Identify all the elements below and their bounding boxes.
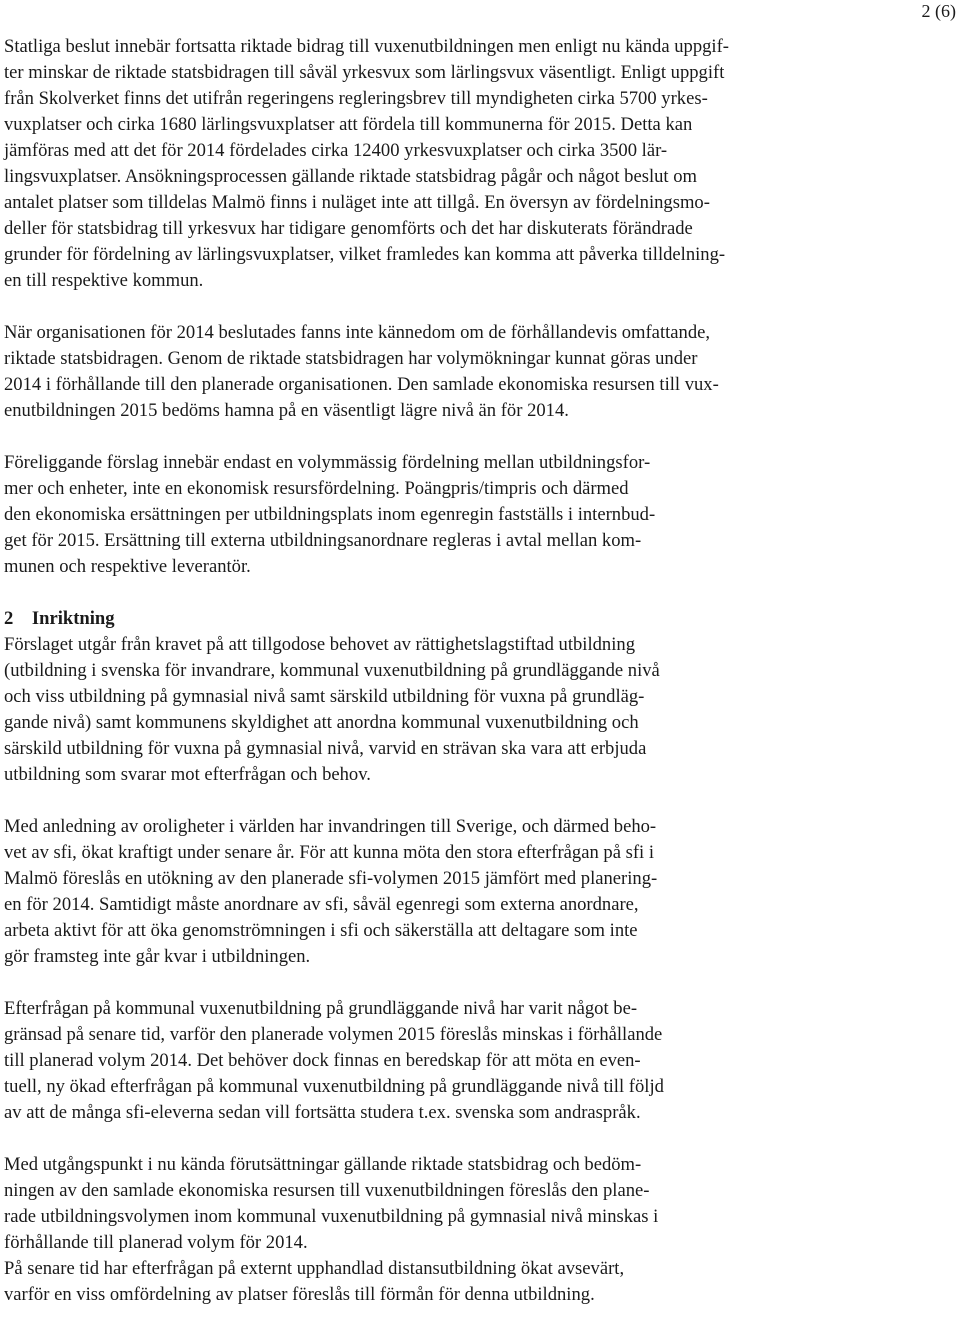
text-line: till planerad volym 2014. Det behöver dock finnas en beredskap för att möta en even-	[4, 1050, 641, 1071]
text-line: ter minskar de riktade statsbidragen till såväl yrkesvux som lärlingsvux väsentligt. Enligt uppgift	[4, 62, 725, 83]
text-line: Med utgångspunkt i nu kända förutsättningar gällande riktade statsbidrag och bedöm-	[4, 1154, 642, 1175]
paragraph-grundlaggande	[4, 996, 934, 1126]
text-line: särskild utbildning för vuxna på gymnasial nivå, varvid en strävan ska vara att erbjuda	[4, 738, 647, 759]
text-line: 2014 i förhållande till den planerade organisationen. Den samlade ekonomiska resursen till vux-	[4, 374, 719, 395]
text-line: och viss utbildning på gymnasial nivå samt särskild utbildning för vuxna på grundläg-	[4, 686, 645, 707]
text-line: tuell, ny ökad efterfrågan på kommunal vuxenutbildning på grundläggande nivå till följd	[4, 1076, 664, 1097]
text-line: När organisationen för 2014 beslutades fanns inte kännedom om de förhållandevis omfattande,	[4, 322, 711, 343]
text-line: utbildning som svarar mot efterfrågan och behov.	[4, 764, 371, 785]
text-line: grunder för fördelning av lärlingsvuxplatser, vilket framledes kan komma att påverka tilldelning-	[4, 244, 726, 265]
paragraph-sfi	[4, 814, 934, 970]
paragraph-forslag	[4, 450, 934, 580]
section-title: Inriktning	[31, 608, 115, 629]
text-line: från Skolverket finns det utifrån regeringens regleringsbrev till myndigheten cirka 5700 yrkes-	[4, 88, 708, 109]
text-line: vuxplatser och cirka 1680 lärlingsvuxplatser att fördela till kommunerna för 2015. Detta kan	[4, 114, 693, 135]
text-line: Förslaget utgår från kravet på att tillgodose behovet av rättighetslagstiftad utbildning	[4, 634, 635, 655]
text-line: arbeta aktivt för att öka genomströmningen i sfi och säkerställa att deltagare som inte	[4, 920, 638, 941]
text-line: munen och respektive leverantör.	[4, 556, 251, 577]
text-line: mer och enheter, inte en ekonomisk resursfördelning. Poängpris/timpris och därmed	[4, 478, 629, 499]
section-heading	[4, 606, 934, 632]
text-line: riktade statsbidragen. Genom de riktade statsbidragen har volymökningar kunnat göras under	[4, 348, 698, 369]
text-line: get för 2015. Ersättning till externa utbildningsanordnare regleras i avtal mellan kom-	[4, 530, 642, 551]
text-line: varför en viss omfördelning av platser föreslås till förmån för denna utbildning.	[4, 1284, 595, 1305]
text-line: lingsvuxplatser. Ansökningsprocessen gällande riktade statsbidrag pågår och något beslut om	[4, 166, 697, 187]
text-line: deller för statsbidrag till yrkesvux har tidigare genomförts och det har diskuterats förändrade	[4, 218, 693, 239]
section-number: 2	[4, 608, 14, 629]
paragraph-rattighetslagstiftad	[4, 632, 934, 788]
text-line: Med anledning av oroligheter i världen har invandringen till Sverige, och därmed beho-	[4, 816, 657, 837]
text-line: gande nivå) samt kommunens skyldighet att anordna kommunal vuxenutbildning och	[4, 712, 639, 733]
text-line: Malmö föreslås en utökning av den planerade sfi-volymen 2015 jämfört med planering-	[4, 868, 658, 889]
text-line: av att de många sfi-eleverna sedan vill fortsätta studera t.ex. svenska som andraspråk.	[4, 1102, 641, 1123]
text-line: (utbildning i svenska för invandrare, kommunal vuxenutbildning på grundläggande nivå	[4, 660, 660, 681]
paragraph-gymnasial	[4, 1152, 934, 1256]
text-line: ningen av den samlade ekonomiska resursen till vuxenutbildningen föreslås den plane-	[4, 1180, 650, 1201]
text-line: Statliga beslut innebär fortsatta riktade bidrag till vuxenutbildningen men enligt nu kända uppgif-	[4, 36, 729, 57]
text-line: en för 2014. Samtidigt måste anordnare av sfi, såväl egenregi som externa anordnare,	[4, 894, 639, 915]
text-line: förhållande till planerad volym för 2014.	[4, 1232, 308, 1253]
text-line: en till respektive kommun.	[4, 270, 204, 291]
text-line: Föreliggande förslag innebär endast en volymmässig fördelning mellan utbildningsfor-	[4, 452, 651, 473]
text-line: På senare tid har efterfrågan på externt upphandlad distansutbildning ökat avsevärt,	[4, 1258, 625, 1279]
paragraph-organisation	[4, 320, 934, 424]
text-line: vet av sfi, ökat kraftigt under senare år. För att kunna möta den stora efterfrågan på sfi i	[4, 842, 655, 863]
text-line: antalet platser som tilldelas Malmö finns i nuläget inte att tillgå. En översyn av fördelningsmo-	[4, 192, 710, 213]
text-line: jämföras med att det för 2014 fördelades cirka 12400 yrkesvuxplatser och cirka 3500 lär-	[4, 140, 668, 161]
text-line: den ekonomiska ersättningen per utbildningsplats inom egenregin fastställs i internbud-	[4, 504, 656, 525]
paragraph-statsbidrag	[4, 34, 934, 294]
text-line: gränsad på senare tid, varför den planerade volymen 2015 föreslås minskas i förhållande	[4, 1024, 663, 1045]
page-number: 2 (6)	[921, 1, 956, 21]
paragraph-distansutbildning	[4, 1256, 934, 1308]
text-line: gör framsteg inte går kvar i utbildningen.	[4, 946, 311, 967]
text-line: Efterfrågan på kommunal vuxenutbildning på grundläggande nivå har varit något be-	[4, 998, 638, 1019]
text-line: rade utbildningsvolymen inom kommunal vuxenutbildning på gymnasial nivå minskas i	[4, 1206, 659, 1227]
text-line: enutbildningen 2015 bedöms hamna på en väsentligt lägre nivå än för 2014.	[4, 400, 569, 421]
document-body	[4, 34, 934, 1308]
